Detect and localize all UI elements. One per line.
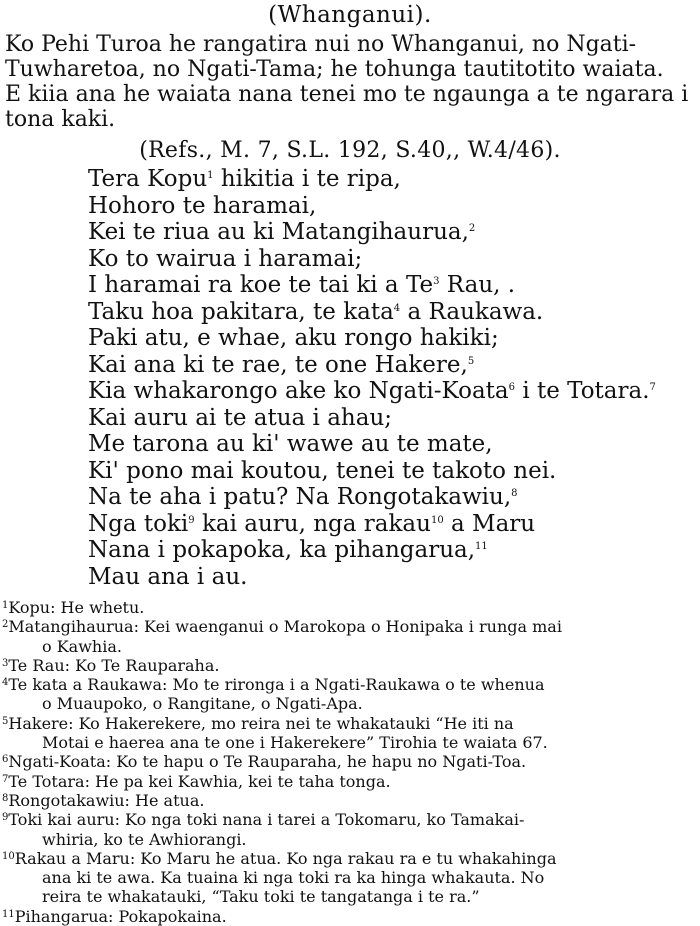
footnote-ref: 11: [475, 541, 488, 552]
poem-line: [88, 484, 700, 511]
footnote-number: 10: [2, 850, 15, 862]
poem-line: [88, 405, 700, 432]
intro-line-2: E kiia ana he waiata nana tenei mo te ngaunga a te ngarara i tona kaki.: [5, 82, 689, 132]
poem-line-text: Nana i pokapoka, ka pihangarua,: [88, 537, 476, 563]
poem-line: [88, 219, 700, 246]
poem-line: [88, 193, 700, 220]
footnote: [2, 656, 692, 675]
footnote-number: 1: [2, 600, 9, 611]
footnote-ref: 4: [393, 302, 401, 314]
poem-line-text: hikitia i te ripa,: [213, 166, 401, 192]
footnote-number: 6: [2, 754, 9, 766]
poem-line: [88, 166, 700, 193]
section-heading: (Whanganui).: [268, 2, 432, 28]
footnote: [2, 598, 692, 617]
footnote-text: Matangihaurua: Kei waenganui o Marokopa o Honipaka i runga mai: [8, 617, 562, 637]
footnote-text: Motai e haerea ana te one i Hakerekere” Tirohia te waiata 67.: [42, 733, 548, 753]
poem-line-text: Kai auru ai te atua i ahau;: [88, 404, 393, 431]
footnote-number: 2: [2, 619, 9, 631]
footnote: [2, 907, 692, 926]
footnote-text: Te Rau: Ko Te Rauparaha.: [8, 655, 220, 675]
poem-line-text: I haramai ra koe te tai ki a Te: [88, 272, 434, 298]
poem-line: [88, 431, 700, 458]
footnote-text: Te Totara: He pa kei Kawhia, kei te taha tonga.: [8, 771, 391, 791]
poem-line-text: Nga toki: [88, 510, 189, 537]
footnote: [2, 675, 692, 714]
poem-line: [88, 352, 700, 379]
poem-line-text: Hohoro te haramai,: [88, 192, 317, 219]
poem-line: [88, 299, 700, 326]
poem-line-text: Mau ana i au.: [88, 563, 248, 590]
poem-line-text: Kia whakarongo ake ko Ngati-Koata: [88, 378, 509, 404]
footnote-text: Rakau a Maru: Ko Maru he atua. Ko nga rakau ra e tu whakahinga: [14, 848, 557, 868]
footnote-ref: 8: [511, 488, 518, 499]
poem-line-text: a Maru: [443, 510, 536, 537]
poem-line-text: kai auru, nga rakau: [194, 510, 431, 537]
poem-line-text: a Raukawa.: [400, 298, 544, 325]
footnote-text: Hakere: Ko Hakerekere, mo reira nei te whakatauki “He iti na: [8, 713, 514, 733]
footnote-text: whiria, ko te Awhiorangi.: [42, 829, 247, 849]
footnote-text: ana ki te awa. Ka tuaina ki nga toki ra ka hinga whakauta. No: [42, 868, 545, 888]
footnote-ref: 10: [430, 514, 444, 526]
footnote-ref: 2: [468, 223, 476, 234]
poem-line-text: Kai ana ki te rae, te one Hakere,: [88, 351, 468, 378]
footnote: [2, 617, 692, 656]
footnote-ref: 7: [649, 382, 656, 393]
poem-text: [88, 166, 700, 590]
footnote-number: 8: [2, 792, 9, 804]
footnote-text: Pihangarua: Pokapokaina.: [14, 906, 227, 926]
footnote: [2, 772, 692, 791]
footnote: [2, 714, 692, 753]
intro-paragraph: [5, 32, 694, 132]
footnote-ref: 1: [207, 170, 214, 181]
footnote-number: 11: [2, 908, 15, 920]
poem-line: [88, 325, 700, 352]
poem-line: [88, 511, 700, 538]
poem-line-text: Kei te riua au ki Matangihaurua,: [88, 219, 469, 245]
poem-line: [88, 246, 700, 273]
poem-line-text: Ki' pono mai koutou, tenei te takoto nei.: [88, 457, 557, 484]
intro-line-1: Ko Pehi Turoa he rangatira nui no Whanganui, no Ngati-Tuwharetoa, no Ngati-Tama; he tohunga tautitotito waiata.: [5, 32, 664, 82]
footnote-ref: 5: [467, 355, 475, 367]
footnote-text: Ngati-Koata: Ko te hapu o Te Rauparaha, he hapu no Ngati-Toa.: [8, 752, 527, 772]
footnote-text: reira te whakatauki, “Taku toki te tangatanga i te ra.”: [42, 887, 480, 907]
footnote-ref: 6: [508, 382, 516, 393]
poem-line: [88, 272, 700, 299]
footnote-text: o Muaupoko, o Rangitane, o Ngati-Apa.: [42, 694, 363, 714]
footnote-ref: 3: [433, 276, 440, 287]
footnote-text: o Kawhia.: [42, 636, 122, 656]
footnote-number: 7: [2, 773, 9, 785]
footnote-number: 5: [2, 715, 9, 727]
references-line: (Refs., M. 7, S.L. 192, S.40,, W.4/46).: [139, 138, 561, 163]
footnote-text: Rongotakawiu: He atua.: [8, 790, 205, 810]
poem-line-text: Ko to wairua i haramai;: [88, 245, 363, 272]
poem-line: [88, 564, 700, 591]
footnote-number: 4: [2, 677, 9, 689]
poem-line-text: Rau, .: [439, 272, 516, 298]
poem-line-text: Paki atu, e whae, aku rongo hakiki;: [88, 325, 499, 351]
poem-line-text: i te Totara.: [515, 378, 650, 404]
footnote: [2, 752, 692, 771]
poem-line-text: Me tarona au ki' wawe au te mate,: [88, 431, 493, 457]
poem-line: [88, 458, 700, 485]
footnote-number: 3: [2, 657, 9, 669]
footnote-ref: 9: [188, 514, 195, 526]
footnote: [2, 849, 692, 907]
poem-line-text: Na te aha i patu? Na Rongotakawiu,: [88, 484, 512, 510]
footnote-text: Toki kai auru: Ko nga toki nana i tarei a Tokomaru, ko Tamakai-: [8, 810, 525, 830]
poem-line: [88, 537, 700, 564]
footnote-text: Kopu: He whetu.: [8, 598, 145, 617]
footnote-number: 9: [2, 812, 9, 824]
poem-line-text: Tera Kopu: [88, 166, 208, 192]
poem-line: [88, 378, 700, 405]
footnote: [2, 810, 692, 849]
footnotes: [2, 598, 692, 926]
footnote: [2, 791, 692, 810]
footnote-text: Te kata a Raukawa: Mo te rironga i a Ngati-Raukawa o te whenua: [8, 675, 545, 695]
poem-line-text: Taku hoa pakitara, te kata: [88, 298, 394, 325]
